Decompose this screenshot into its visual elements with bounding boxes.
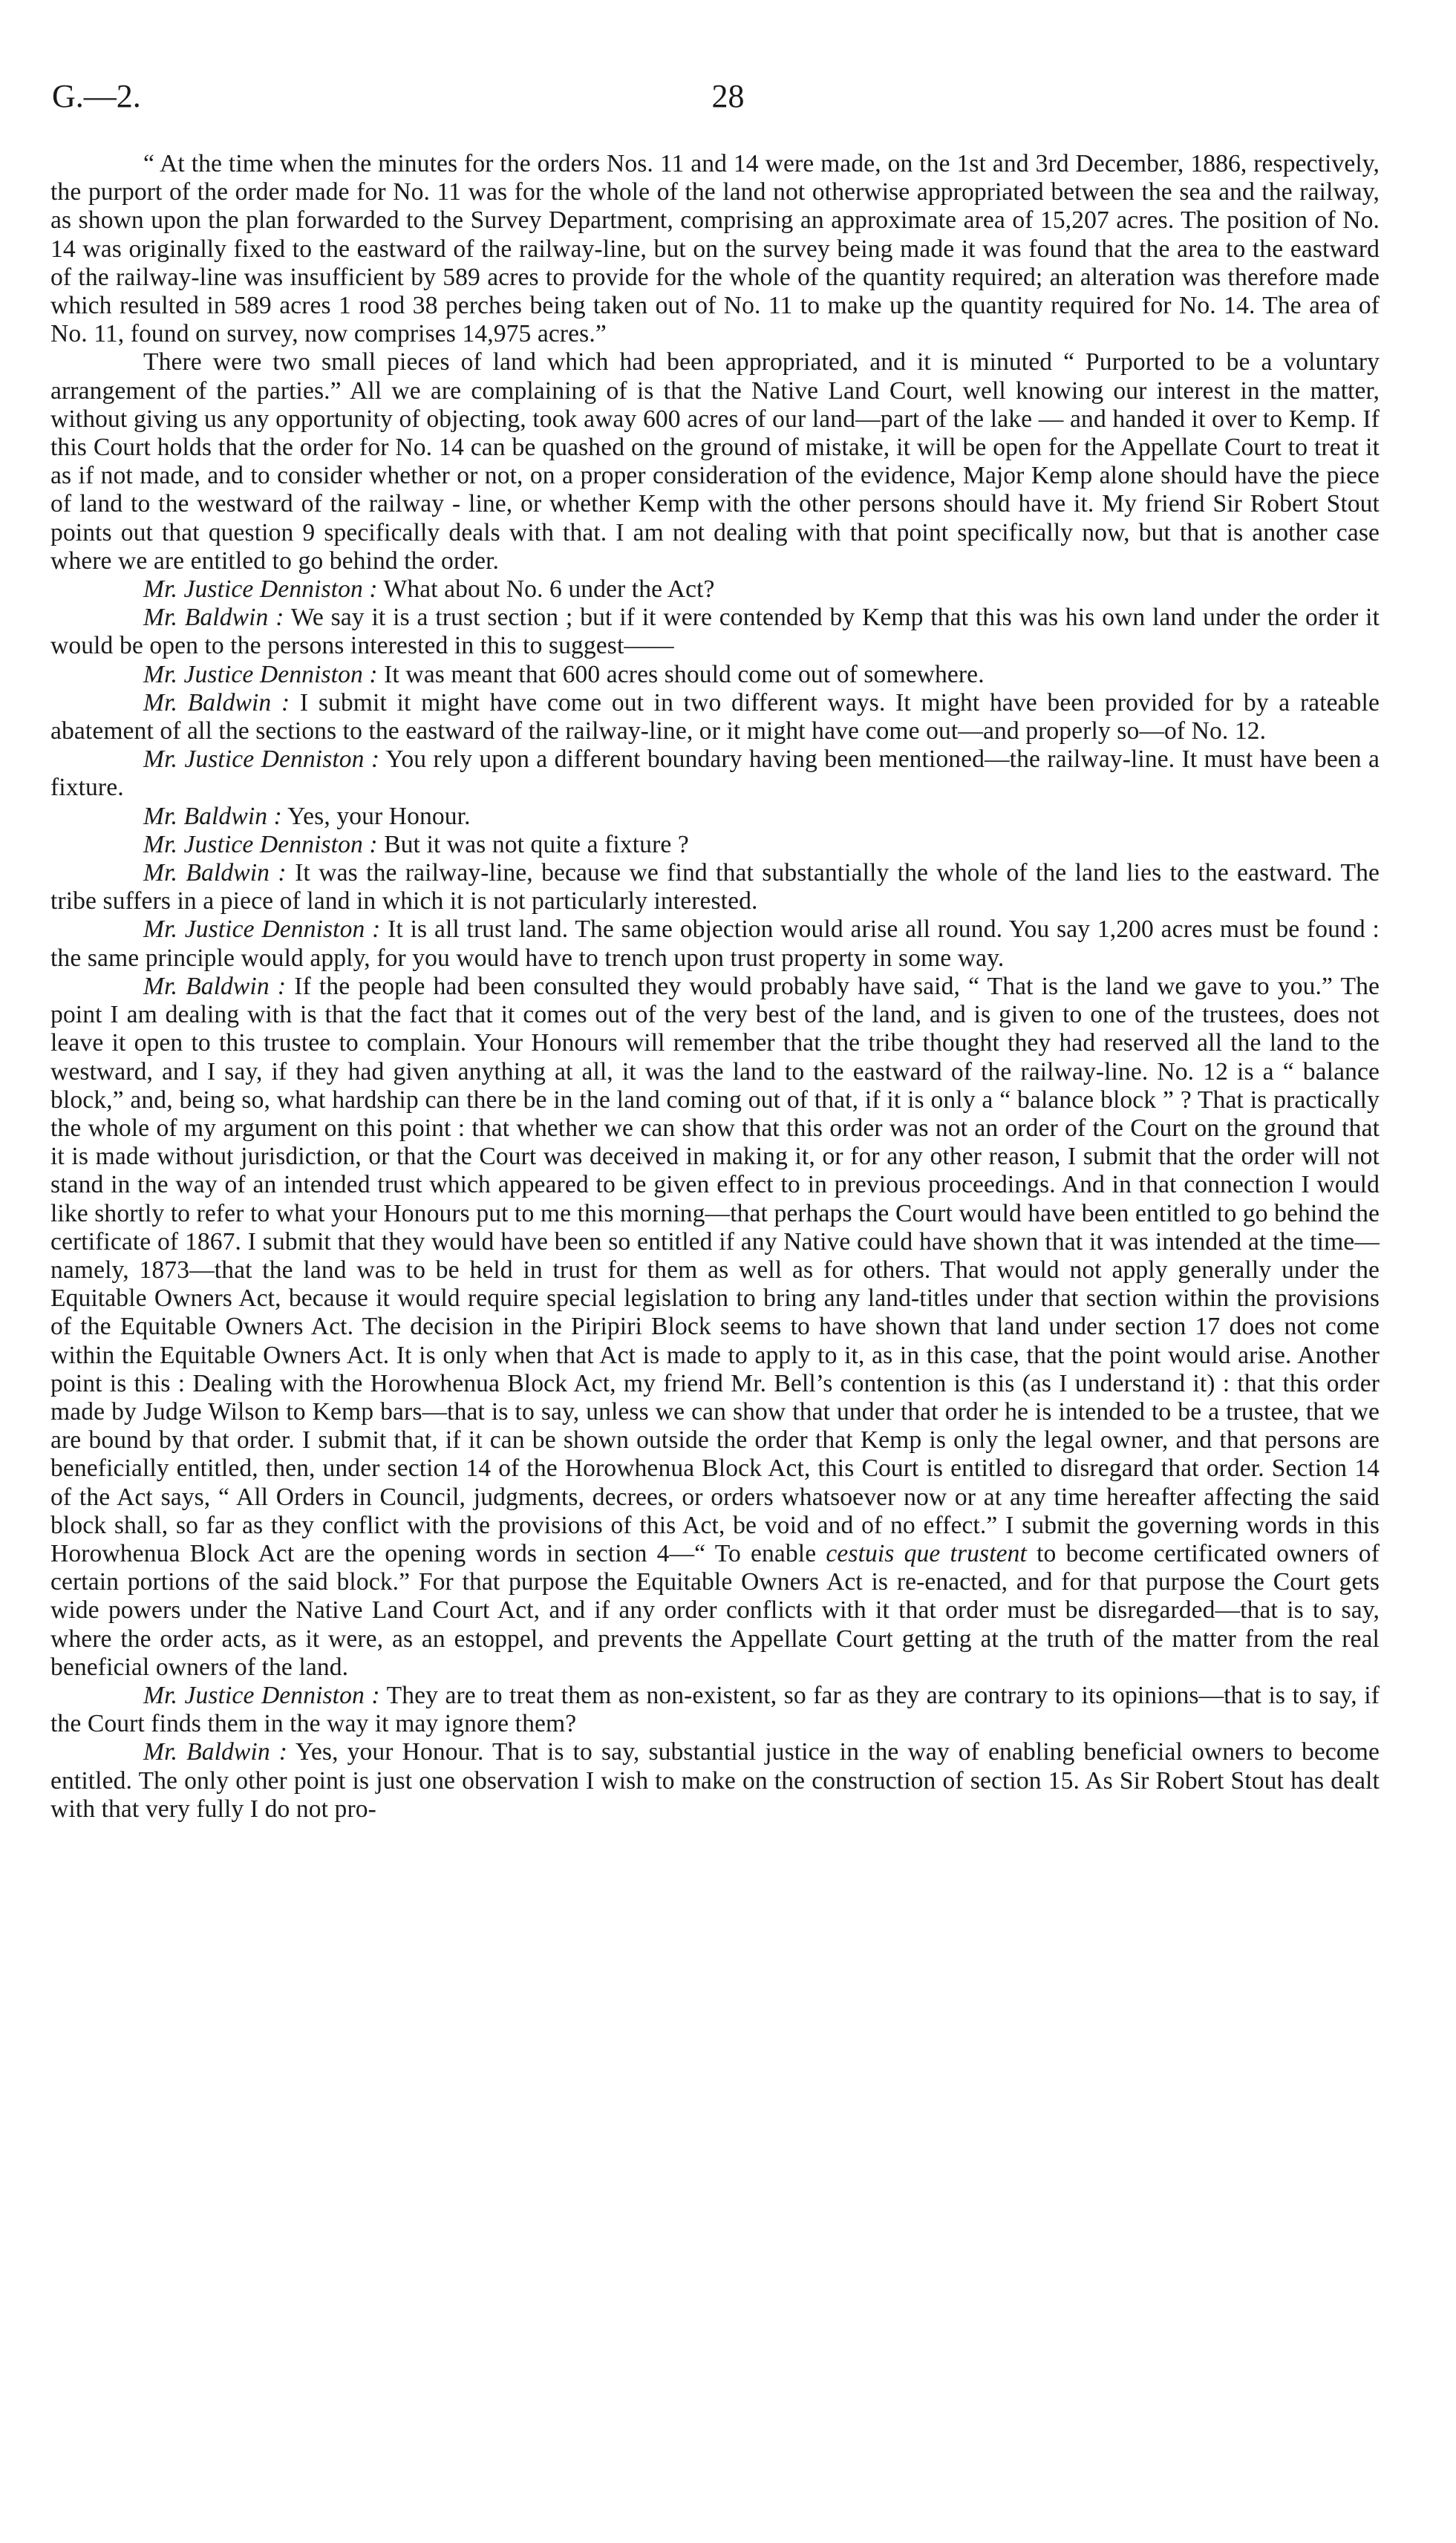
paragraph-text: Yes, your Honour. That is to say, substantial justice in the way of enabling beneficial owners to become entitled. The only other point is just one observation I wish to make on the construction of section 15. As Sir Robert Stout has dealt with that very fully I do not pro-: [50, 1738, 1380, 1823]
speaker-label: Mr. Baldwin :: [143, 859, 287, 887]
paragraph-text: What about No. 6 under the Act?: [383, 575, 715, 604]
paragraph: [50, 575, 1380, 604]
paragraph: [50, 1738, 1380, 1824]
document-reference: G.—2.: [52, 78, 141, 114]
paragraph-text: It is all trust land. The same objection would arise all round. You say 1,200 acres must be found : the same principle would apply, for you would have to trench upon trust property in some way.: [50, 915, 1380, 972]
body-text: [50, 150, 1380, 1824]
paragraph: [50, 915, 1380, 972]
paragraph-text: They are to treat them as non-existent, so far as they are contrary to its opinions—that is to say, if the Court finds them in the way it may ignore them?: [50, 1681, 1380, 1738]
paragraph-text: If the people had been consulted they would probably have said, “ That is the land we gave to you.” The point I am dealing with is that the fact that it comes out of the very best of the land, and is given to one of the trustees, does not leave it open to this trustee to complain. Your Honours will remember that the tribe thought they had reserved all the land to the westward, and I say, if they had given anything at all, it was the land to the eastward of the railway-line. No. 12 is a “ balance block,” and, being so, what hardship can there be in the land coming out of that, if it is only a “ balance block ” ? That is practically the whole of my argument on this point : that whether we can show that this order was not an order of the Court on the ground that it is made without jurisdiction, or that the Court was deceived in making it, or for any other reason, I submit that the order will not stand in the way of an intended trust which appeared to be given effect to in previous proceedings. And in that connection I would like shortly to refer to what your Honours put to me this morning—that perhaps the Court would have been entitled to go behind the certificate of 1867. I submit that they would have been so entitled if any Native could have shown that it was intended at the time—namely, 1873—that the land was to be held in trust for them as well as for others. That would not apply generally under the Equitable Owners Act, because it would require special legislation to bring any land-titles under that section within the provisions of the Equitable Owners Act. The decision in the Piripiri Block seems to have shown that land under section 17 does not come within the Equitable Owners Act. It is only when that Act is made to apply to it, as in this case, that the point would arise. Another point is this : Dealing with the Horowhenua Block Act, my friend Mr. Bell’s contention is this (as I understand it) : that this order made by Judge Wilson to Kemp bars—that is to say, unless we can show that under that order he is intended to be a trustee, that we are bound by that order. I submit that, if it can be shown outside the order that Kemp is only the legal owner, and that persons are beneficially entitled, then, under section 14 of the Horowhenua Block Act, this Court is entitled to disregard that order. Section 14 of the Act says, “ All Orders in Council, judgments, decrees, or orders whatsoever now or at any time hereafter affecting the said block shall, so far as they conflict with the provisions of this Act, be void and of no effect.” I submit the governing words in this Horowhenua Block Act are the opening words in section 4—“ To enable cestuis que trustent to become certificated owners of certain portions of the said block.” For that purpose the Equitable Owners Act is re-enacted, and for that purpose the Court gets wide powers under the Native Land Court Act, and if any order conflicts with it that order must be disregarded—that is to say, where the order acts, as it were, as an estoppel, and prevents the Appellate Court getting at the truth of the matter from the real beneficial owners of the land.: [50, 972, 1380, 1681]
paragraph-text: “ At the time when the minutes for the orders Nos. 11 and 14 were made, on the 1st and 3rd December, 1886, respectively, the purport of the order made for No. 11 was for the whole of the land not otherwise appropriated between the sea and the railway, as shown upon the plan forwarded to the Survey Department, comprising an approximate area of 15,207 acres. The position of No. 14 was originally fixed to the eastward of the railway-line, but on the survey being made it was found that the area to the eastward of the railway-line was insufficient by 589 acres to provide for the whole of the quantity required; an alteration was therefore made which resulted in 589 acres 1 rood 38 perches being taken out of No. 11 to make up the quantity required for No. 14. The area of No. 11, found on survey, now comprises 14,975 acres.”: [50, 150, 1380, 348]
paragraph: [50, 348, 1380, 575]
paragraph: [50, 689, 1380, 745]
speaker-label: Mr. Justice Denniston :: [143, 915, 381, 944]
speaker-label: Mr. Baldwin :: [143, 688, 290, 716]
paragraph-text: It was meant that 600 acres should come out of somewhere.: [384, 660, 985, 688]
speaker-label: Mr. Baldwin :: [143, 604, 284, 632]
paragraph: [50, 803, 1380, 831]
paragraph: [50, 745, 1380, 802]
paragraph-text: But it was not quite a fixture ?: [384, 830, 689, 858]
paragraph-text: It was the railway-line, because we find that substantially the whole of the land lies to the eastward. The tribe suffers in a piece of land in which it is not particularly interested.: [50, 859, 1380, 915]
speaker-label: Mr. Baldwin :: [143, 1738, 288, 1766]
speaker-label: Mr. Baldwin :: [143, 802, 282, 830]
paragraph: [50, 859, 1380, 915]
paragraph: [50, 1682, 1380, 1738]
speaker-label: Mr. Baldwin :: [143, 972, 287, 1000]
paragraph-text: I submit it might have come out in two different ways. It might have been provided for by a rateable abatement of all the sections to the eastward of the railway-line, or it might have come out—and properly so—of No. 12.: [50, 688, 1380, 745]
paragraph-text: We say it is a trust section ; but if it were contended by Kemp that this was his own land under the order it would be open to the persons interested in this to suggest——: [50, 604, 1380, 660]
speaker-label: Mr. Justice Denniston :: [143, 830, 378, 858]
speaker-label: Mr. Justice Denniston :: [143, 660, 378, 688]
page-header: [45, 77, 1411, 122]
paragraph-text: You rely upon a different boundary having been mentioned—the railway-line. It must have been a fixture.: [50, 745, 1380, 802]
latin-phrase: cestuis que trustent: [826, 1539, 1027, 1567]
paragraph: [50, 661, 1380, 689]
speaker-label: Mr. Justice Denniston :: [143, 1681, 380, 1709]
paragraph-text: There were two small pieces of land which had been appropriated, and it is minuted “ Purported to be a voluntary arrangement of the parties.” All we are complaining of is that the Native Land Court, well knowing our interest in the matter, without giving us any opportunity of objecting, took away 600 acres of our land—part of the lake — and handed it over to Kemp. If this Court holds that the order for No. 14 can be quashed on the ground of mistake, it will be open for the Appellate Court to treat it as if not made, and to consider whether or not, on a proper consideration of the evidence, Major Kemp alone should have the piece of land to the westward of the railway - line, or whether Kemp with the other persons should have it. My friend Sir Robert Stout points out that question 9 specifically deals with that. I am not dealing with that point specifically now, but that is another case where we are entitled to go behind the order.: [50, 348, 1380, 575]
page-number: 28: [711, 78, 745, 114]
paragraph: [50, 604, 1380, 660]
paragraph: [50, 150, 1380, 348]
speaker-label: Mr. Justice Denniston :: [143, 745, 380, 774]
speaker-label: Mr. Justice Denniston :: [143, 575, 378, 604]
paragraph-text: Yes, your Honour.: [287, 802, 471, 830]
paragraph: [50, 973, 1380, 1682]
paragraph: [50, 831, 1380, 859]
